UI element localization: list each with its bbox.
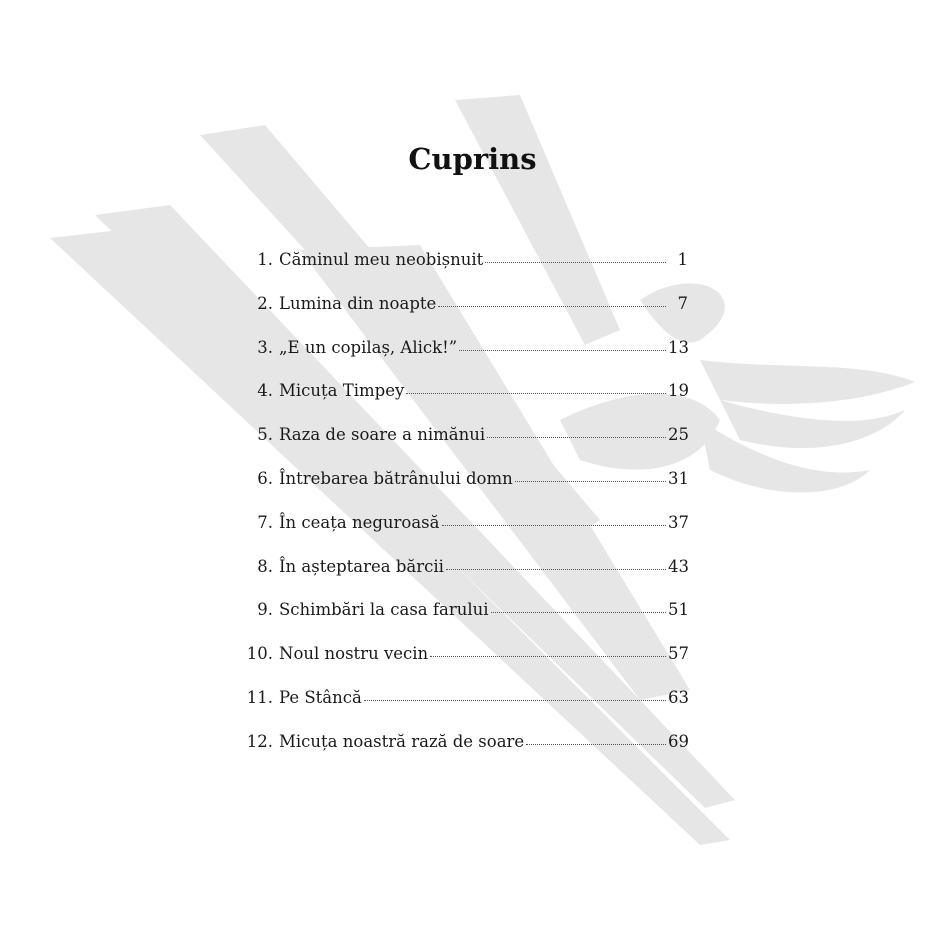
toc-entry-title: În așteptarea bărcii xyxy=(279,556,444,576)
toc-entry-number: 6. xyxy=(257,468,273,488)
toc-entry-title: Raza de soare a nimănui xyxy=(279,425,486,445)
dot-leader xyxy=(406,393,666,394)
toc-entry-title: Micuța Timpey xyxy=(279,381,405,401)
toc-entry xyxy=(240,425,688,469)
toc-entry-number: 10. xyxy=(246,644,273,664)
toc-entry-title: Pe Stâncă xyxy=(279,687,362,707)
toc-entry-page-number: 57 xyxy=(668,644,689,664)
toc-entry xyxy=(240,688,688,732)
toc-entry-number: 2. xyxy=(257,293,273,313)
toc-entry-number: 9. xyxy=(257,600,273,620)
toc-entry-page-number: 7 xyxy=(677,293,688,313)
toc-entry xyxy=(240,513,688,557)
dot-leader xyxy=(442,525,667,526)
toc-entry-title: „E un copilaș, Alick!” xyxy=(279,337,458,357)
toc-entry-title: Întrebarea bătrânului domn xyxy=(279,468,513,488)
toc-entry-page-number: 13 xyxy=(668,337,689,357)
toc-entry-title: Căminul meu neobișnuit xyxy=(279,250,484,269)
toc-entry-number: 3. xyxy=(257,337,273,357)
dot-leader xyxy=(438,306,666,307)
toc-entry xyxy=(240,644,688,688)
toc-entry xyxy=(240,250,688,294)
toc-entry-page-number: 37 xyxy=(668,512,689,532)
dot-leader xyxy=(526,744,666,745)
toc-entry-page-number: 31 xyxy=(668,468,689,488)
dot-leader xyxy=(459,350,666,351)
toc-entry-page-number: 1 xyxy=(677,250,688,269)
toc-entry xyxy=(240,338,688,382)
table-of-contents xyxy=(240,250,688,776)
dot-leader xyxy=(491,612,666,613)
toc-entry xyxy=(240,294,688,338)
toc-entry-page-number: 19 xyxy=(668,381,689,401)
toc-entry-page-number: 69 xyxy=(668,731,689,751)
toc-entry-title: Schimbări la casa farului xyxy=(279,600,489,620)
dot-leader xyxy=(485,262,666,263)
toc-entry xyxy=(240,600,688,644)
toc-entry-number: 5. xyxy=(257,425,273,445)
dot-leader xyxy=(515,481,666,482)
toc-entry-page-number: 63 xyxy=(668,687,689,707)
toc-entry xyxy=(240,732,688,776)
toc-entry xyxy=(240,557,688,601)
toc-entry-title: În ceața neguroasă xyxy=(279,512,440,532)
toc-entry xyxy=(240,381,688,425)
toc-entry-page-number: 43 xyxy=(668,556,689,576)
toc-entry-page-number: 51 xyxy=(668,600,689,620)
toc-entry xyxy=(240,469,688,513)
toc-entry-title: Lumina din noapte xyxy=(279,293,437,313)
dot-leader xyxy=(430,656,666,657)
dot-leader xyxy=(487,437,666,438)
toc-entry-number: 11. xyxy=(246,687,273,707)
toc-entry-number: 12. xyxy=(246,731,273,751)
toc-entry-number: 4. xyxy=(257,381,273,401)
page-title: Cuprins xyxy=(408,142,537,176)
toc-entry-number: 8. xyxy=(257,556,273,576)
toc-entry-title: Noul nostru vecin xyxy=(279,644,429,664)
dot-leader xyxy=(364,700,666,701)
toc-entry-title: Micuța noastră rază de soare xyxy=(279,731,525,751)
toc-entry-number: 7. xyxy=(257,512,273,532)
toc-entry-page-number: 25 xyxy=(668,425,689,445)
dot-leader xyxy=(446,569,666,570)
toc-entry-number: 1. xyxy=(257,250,273,269)
